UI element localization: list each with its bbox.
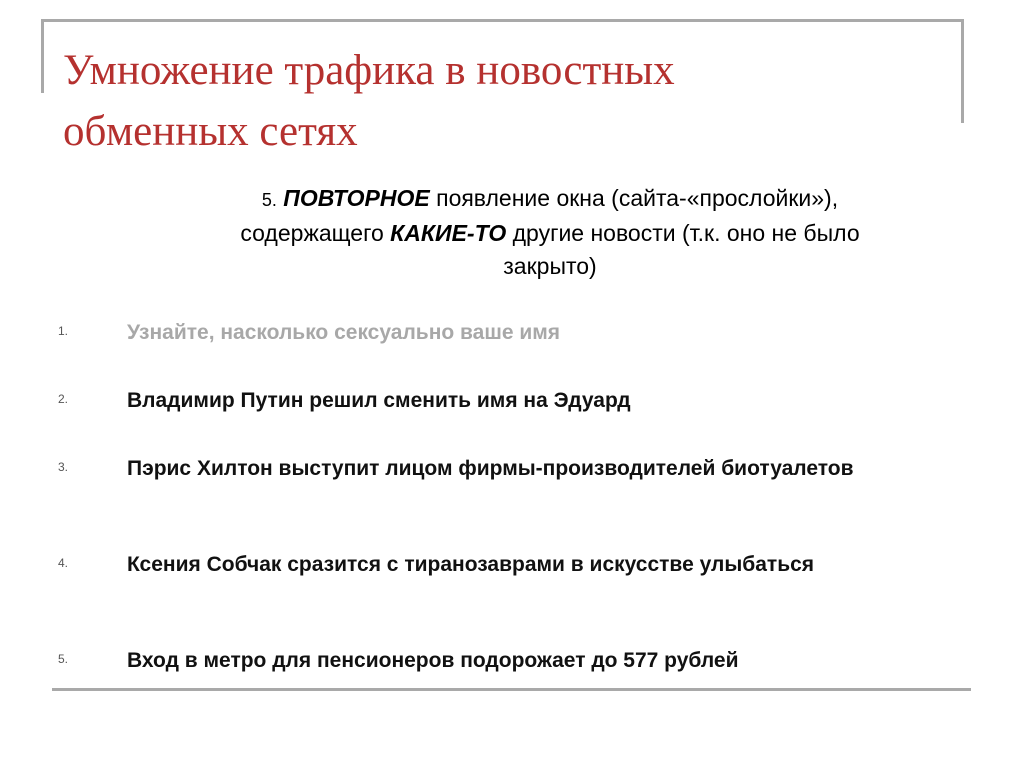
- subtitle-text-3: другие новости (т.к. оно не было: [512, 220, 860, 246]
- list-item-text: Вход в метро для пенсионеров подорожает до 577 рублей: [127, 649, 739, 672]
- frame-top-line: [41, 19, 964, 22]
- subtitle-number: 5.: [261, 190, 277, 210]
- list-item-number: 2.: [58, 392, 69, 406]
- frame-left-line: [41, 19, 44, 93]
- subtitle-text-4: закрыто): [503, 253, 597, 279]
- frame-bottom-line: [52, 688, 971, 691]
- slide-title-line-2: обменных сетях: [63, 108, 358, 155]
- list-item-text: Ксения Собчак сразится с тиранозаврами в искусстве улыбаться: [127, 553, 815, 576]
- list-item-number: 1.: [58, 324, 69, 338]
- subtitle-emphasis-some: КАКИЕ-ТО: [390, 220, 507, 246]
- list-item-text: Узнайте, насколько сексуально ваше имя: [127, 321, 561, 344]
- list-item-number: 3.: [58, 460, 69, 474]
- list-item-text: Владимир Путин решил сменить имя на Эдуард: [127, 389, 631, 412]
- frame-right-line: [961, 19, 964, 123]
- slide-title: [63, 40, 943, 162]
- subtitle-emphasis-repeat: ПОВТОРНОЕ: [283, 185, 430, 211]
- subtitle-text-1: появление окна (сайта-«прослойки»),: [436, 185, 839, 211]
- slide-title-line-1: Умножение трафика в новостных: [63, 47, 675, 94]
- list-item-number: 5.: [58, 652, 69, 666]
- list-item-text: Пэрис Хилтон выступит лицом фирмы-производителей биотуалетов: [127, 457, 854, 480]
- list-item-number: 4.: [58, 556, 69, 570]
- subtitle-text-2: содержащего: [240, 220, 384, 246]
- slide-subtitle: [120, 182, 980, 283]
